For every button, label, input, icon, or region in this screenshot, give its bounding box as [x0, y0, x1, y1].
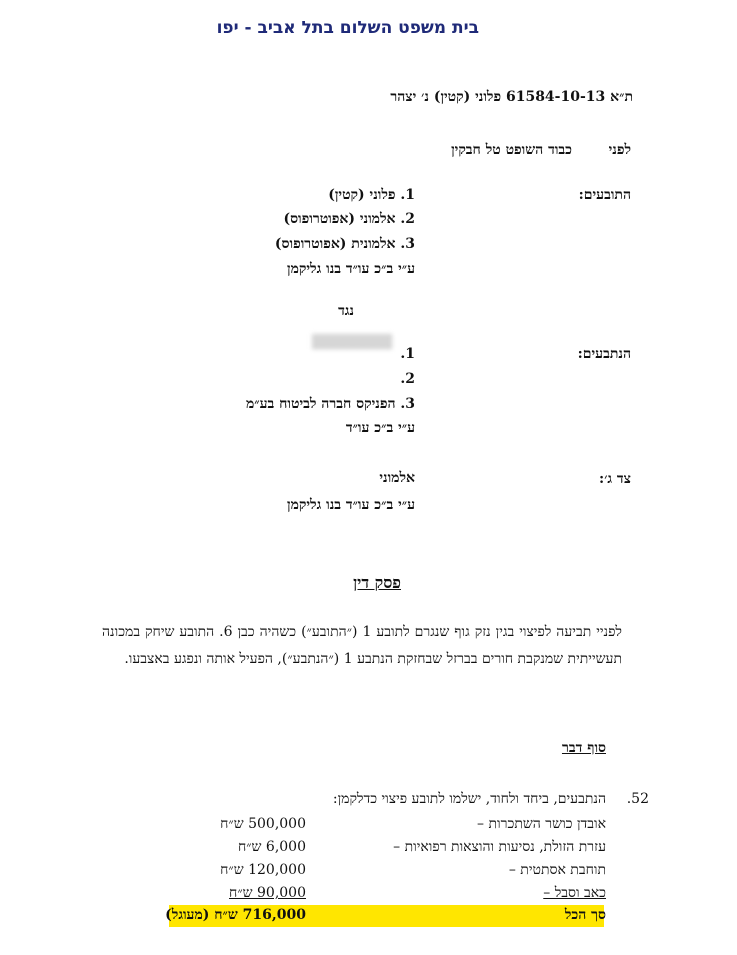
judgment-title: פסק דין [353, 573, 401, 592]
compensation-amount: 90,000 ש״ח [229, 885, 306, 901]
case-line: ת״א 61584-10-13 פלוני (קטין) נ׳ יצהר [390, 89, 633, 105]
versus-label: נגד [338, 303, 354, 319]
defendants-label: הנתבעים: [577, 346, 631, 362]
plaintiffs-label: התובעים: [578, 187, 631, 203]
conclusion-text: הנתבעים, ביחד ולחוד, ישלמו לתובע פיצוי כדלקמן: [332, 791, 606, 807]
plaintiff-item: 3. אלמונית (אפוטרופוס) [274, 236, 415, 252]
intro-paragraph: לפניי תביעה לפיצוי בגין נזק גוף שנגרם לתובע 1 (״התובע״) כשהיה כבן 6. התובע שיחק במכונה תעשייתית שמנקבת חורים בברזל שבחזקת הנתבע 1 (״הנתבע״), הפעיל אותה ונפגע באצבעו. [102, 624, 622, 667]
compensation-amount: 120,000 ש״ח [220, 862, 306, 878]
compensation-label: אובדן כושר השתכרות – [477, 816, 606, 832]
paragraph-number: 52. [626, 791, 649, 807]
plaintiff-item: 2. אלמוני (אפוטרופוס) [283, 211, 415, 227]
defendants-counsel: ע״י ב״כ עו״ד [345, 420, 415, 436]
compensation-amount: 6,000 ש״ח [237, 839, 306, 855]
conclusion-title: סוף דבר [561, 740, 606, 756]
redacted-text: ████████ [312, 335, 392, 350]
court-name: בית משפט השלום בתל אביב - יפו [216, 18, 479, 38]
compensation-amount: 500,000 ש״ח [220, 816, 306, 832]
total-amount: 716,000 ש״ח (מעוגל) [165, 907, 306, 923]
defendant-item: 2. [400, 371, 415, 387]
total-label: סך הכל [564, 907, 606, 923]
compensation-label: כאב וסבל – [543, 885, 606, 901]
compensation-label: תוחבת אסתטית – [508, 862, 606, 878]
plaintiff-item: 1. פלוני (קטין) [328, 187, 415, 203]
compensation-label: עזרת הזולת, נסיעות והוצאות רפואיות – [393, 839, 606, 855]
before-label: לפני [608, 142, 631, 158]
third-party-label: צד ג׳: [599, 471, 631, 487]
third-party-name: אלמוני [379, 470, 415, 486]
defendant-item: 1. [400, 346, 415, 362]
plaintiffs-counsel: ע״י ב״כ עו״ד בנו גליקמן [287, 261, 415, 277]
third-party-counsel: ע״י ב״כ עו״ד בנו גליקמן [287, 497, 415, 513]
defendant-item: 3. הפניקס חברה לביטוח בע״מ [245, 396, 415, 412]
judge-name: כבוד השופט טל חבקין [451, 142, 572, 158]
